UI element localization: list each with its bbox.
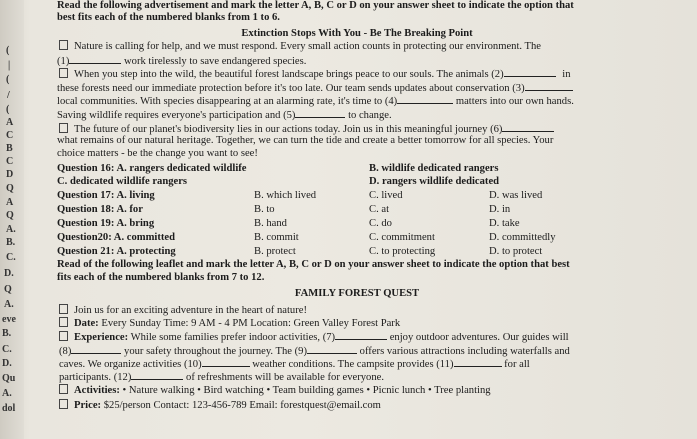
leaflet-line-intro: Join us for an exciting adventure in the heart of nature! — [59, 304, 307, 317]
margin-fragment: A — [6, 117, 14, 128]
blank-3 — [525, 81, 573, 91]
margin-fragment: / — [7, 90, 10, 101]
margin-fragment: B. — [6, 237, 16, 248]
question-21-label: Question 21: A. protecting — [57, 246, 176, 257]
blank-1 — [69, 54, 121, 64]
part1-paragraph2-line3: local communities. With species disappearing at an alarming rate, it's time to (4) matters into our own hands. — [57, 96, 574, 107]
margin-fragment: Q — [6, 183, 14, 194]
question-16-option-b: B. wildlife dedicated rangers — [369, 163, 499, 174]
question-21-option-b: B. protect — [254, 246, 296, 257]
checkbox-icon — [59, 123, 68, 133]
checkbox-icon — [59, 399, 68, 409]
blank-6 — [502, 122, 554, 132]
leaflet-line-participants: participants. (12) of refreshments will be available for everyone. — [59, 372, 384, 383]
question-18-option-c: C. at — [369, 204, 390, 215]
question-17-option-c: C. lived — [369, 190, 403, 201]
margin-fragment: B. — [2, 328, 12, 339]
part1-paragraph2-line1: When you step into the wild, the beautiful forest landscape brings peace to our souls. The animals (2) in — [59, 67, 571, 81]
leaflet-line-experience: Experience: While some families prefer indoor activities, (7) enjoy outdoor adventures. Our guides will — [59, 330, 569, 344]
question-17-option-d: D. was lived — [489, 190, 543, 201]
part2-instruction-line1: Read of the following leaflet and mark the letter A, B, C or D on your answer sheet to indicate the option that best — [57, 259, 570, 270]
question-18-option-d: D. in — [489, 204, 511, 215]
question-19-option-b: B. hand — [254, 218, 287, 229]
margin-fragment: A — [6, 197, 14, 208]
margin-fragment: eve — [2, 314, 16, 325]
leaflet-line-activities: Activities: • Nature walking • Bird watching • Team building games • Picnic lunch • Tree planting — [59, 384, 491, 397]
question-20-label: Question20: A. committed — [57, 232, 175, 243]
question-16-option-c: C. dedicated wildlife rangers — [57, 176, 188, 187]
margin-fragment: D. — [2, 358, 12, 369]
question-20-option-c: C. commitment — [369, 232, 435, 243]
part1-paragraph1-line1: Nature is calling for help, and we must respond. Every small action counts in protecting our environment. The — [59, 40, 541, 53]
leaflet-line-price: Price: $25/person Contact: 123-456-789 Email: forestquest@email.com — [59, 399, 381, 412]
leaflet-line-safety: (8) your safety throughout the journey. The (9) offers various attractions including waterfalls and — [59, 346, 570, 357]
margin-fragment: Q — [4, 284, 12, 295]
margin-fragment: C. — [2, 344, 12, 355]
margin-fragment: Qu — [2, 373, 16, 384]
blank-2 — [504, 67, 556, 77]
part1-paragraph1-line2: (1) work tirelessly to save endangered species. — [57, 56, 307, 67]
margin-fragment: dol — [2, 403, 16, 414]
question-21-option-d: D. to protect — [489, 246, 543, 257]
question-19-option-d: D. take — [489, 218, 520, 229]
checkbox-icon — [59, 331, 68, 341]
part1-paragraph3-line1: The future of our planet's biodiversity lies in our actions today. Join us in this meaningful journey (6) — [59, 122, 554, 136]
question-20-option-b: B. commit — [254, 232, 299, 243]
margin-fragment: ( — [6, 74, 10, 85]
margin-fragment: C — [6, 130, 14, 141]
part2-instruction-line2: fits each of the numbered blanks from 7 to 12. — [57, 272, 265, 283]
leaflet-line-date: Date: Every Sunday Time: 9 AM - 4 PM Location: Green Valley Forest Park — [59, 317, 400, 330]
margin-fragment: D. — [4, 268, 14, 279]
margin-fragment: A. — [6, 224, 16, 235]
question-21-option-c: C. to protecting — [369, 246, 436, 257]
margin-fragment: Q — [6, 210, 14, 221]
checkbox-icon — [59, 68, 68, 78]
part1-paragraph2-line2: these forests need our immediate protection before it's too late. Our team sends updates about conservation (3) — [57, 81, 573, 95]
question-16-option-d: D. rangers wildlife dedicated — [369, 176, 500, 187]
part1-title: Extinction Stops With You - Be The Breaking Point — [241, 28, 473, 39]
margin-fragment: B — [6, 143, 13, 154]
checkbox-icon — [59, 40, 68, 50]
question-18-option-b: B. to — [254, 204, 275, 215]
part2-title: FAMILY FOREST QUEST — [294, 288, 420, 299]
checkbox-icon — [59, 304, 68, 314]
margin-fragment: ( — [6, 104, 10, 115]
blank-12 — [131, 370, 183, 380]
blank-4 — [397, 94, 453, 104]
blank-10 — [202, 357, 250, 367]
margin-fragment: ( — [6, 45, 10, 56]
margin-fragment: | — [8, 60, 11, 71]
part1-paragraph3-line3: choice matters - be the change you want to see! — [57, 148, 258, 159]
question-17-option-b: B. which lived — [254, 190, 317, 201]
blank-9 — [307, 344, 357, 354]
part1-paragraph3-line2: what remains of our natural heritage. Together, we can turn the tide and create a better tomorrow for all species. Your — [57, 135, 554, 146]
blank-11 — [454, 357, 502, 367]
question-18-label: Question 18: A. for — [57, 204, 143, 215]
checkbox-icon — [59, 384, 68, 394]
checkbox-icon — [59, 317, 68, 327]
margin-fragment: C. — [6, 252, 16, 263]
part1-instruction-line2: best fits each of the numbered blanks from 1 to 6. — [57, 12, 280, 23]
margin-fragment: C — [6, 156, 14, 167]
blank-8 — [71, 344, 121, 354]
leaflet-line-caves: caves. We organize activities (10) weather conditions. The campsite provides (11) for all — [59, 359, 530, 370]
question-19-option-c: C. do — [369, 218, 392, 229]
blank-5 — [295, 108, 345, 118]
part1-instruction-line1: Read the following advertisement and mark the letter A, B, C or D on your answer sheet to indicate the option that — [57, 0, 574, 11]
part1-paragraph2-line4: Saving wildlife requires everyone's participation and (5) to change. — [57, 110, 392, 121]
question-19-label: Question 19: A. bring — [57, 218, 155, 229]
question-16-option-a: Question 16: A. rangers dedicated wildlife — [57, 163, 247, 174]
question-20-option-d: D. committedly — [489, 232, 556, 243]
margin-fragment: A. — [2, 388, 12, 399]
blank-7 — [335, 330, 387, 340]
margin-fragment: A. — [4, 299, 14, 310]
margin-fragment: D — [6, 169, 14, 180]
question-17-label: Question 17: A. living — [57, 190, 155, 201]
